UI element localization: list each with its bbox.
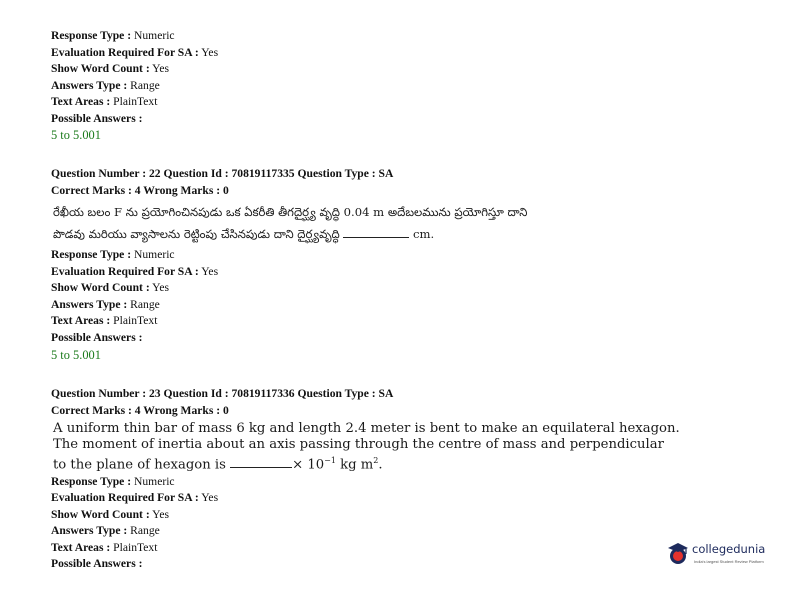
answers-type-row: Answers Type : Range <box>51 298 160 311</box>
possible-answers-value: 5 to 5.001 <box>51 348 101 362</box>
text-areas-row: Text Areas : PlainText <box>51 541 158 554</box>
answer-blank <box>230 467 292 468</box>
answers-type-row: Answers Type : Range <box>51 79 160 92</box>
possible-answers-value: 5 to 5.001 <box>51 128 101 142</box>
q22-header: Question Number : 22 Question Id : 70819117335 Question Type : SA <box>51 167 394 180</box>
logo-name: collegedunia <box>692 542 766 556</box>
response-type-row: Response Type : Numeric <box>51 475 175 488</box>
q23-text-line3: to the plane of hexagon is × $10^{-1}$ kg $m^2$. <box>53 456 383 473</box>
q23-marks: Correct Marks : 4 Wrong Marks : 0 <box>51 404 229 417</box>
evaluation-row: Evaluation Required For SA : Yes <box>51 46 219 59</box>
word-count-row: Show Word Count : Yes <box>51 62 170 75</box>
q22-marks: Correct Marks : 4 Wrong Marks : 0 <box>51 184 229 197</box>
logo-tagline: India's largest Student Review Platform <box>694 559 764 564</box>
graduate-cap-icon <box>666 541 690 567</box>
possible-answers-label: Possible Answers : <box>51 112 143 125</box>
q23-text-line1: A uniform thin bar of mass 6 kg and length 2.4 meter is bent to make an equilateral hexagon. <box>53 421 680 436</box>
evaluation-row: Evaluation Required For SA : Yes <box>51 491 219 504</box>
answer-blank <box>343 237 409 238</box>
response-type-row: Response Type : Numeric <box>51 248 175 261</box>
evaluation-row: Evaluation Required For SA : Yes <box>51 265 219 278</box>
possible-answers-label: Possible Answers : <box>51 557 143 570</box>
q22-text-line1: రేఖీయ బలం F ను ప్రయోగించినపుడు ఒక ఏకరీతి తీగదైర్ఘ్య వృద్ధి 0.04 m అదేబలమును ప్రయోగిస్తూ దాని <box>53 205 528 219</box>
q23-header: Question Number : 23 Question Id : 70819117336 Question Type : SA <box>51 387 394 400</box>
response-type-row: Response Type : Numeric <box>51 29 175 42</box>
word-count-row: Show Word Count : Yes <box>51 281 170 294</box>
text-areas-row: Text Areas : PlainText <box>51 95 158 108</box>
answers-type-row: Answers Type : Range <box>51 524 160 537</box>
collegedunia-logo <box>666 541 766 569</box>
q23-text-line2: The moment of inertia about an axis passing through the centre of mass and perpendicular <box>53 437 664 452</box>
word-count-row: Show Word Count : Yes <box>51 508 170 521</box>
q22-text-line2: పొడవు మరియు వ్యాసాలను రెట్టింపు చేసినపుడు దాని దైర్ఘ్యవృద్ధి cm. <box>53 227 435 241</box>
text-areas-row: Text Areas : PlainText <box>51 314 158 327</box>
possible-answers-label: Possible Answers : <box>51 331 143 344</box>
